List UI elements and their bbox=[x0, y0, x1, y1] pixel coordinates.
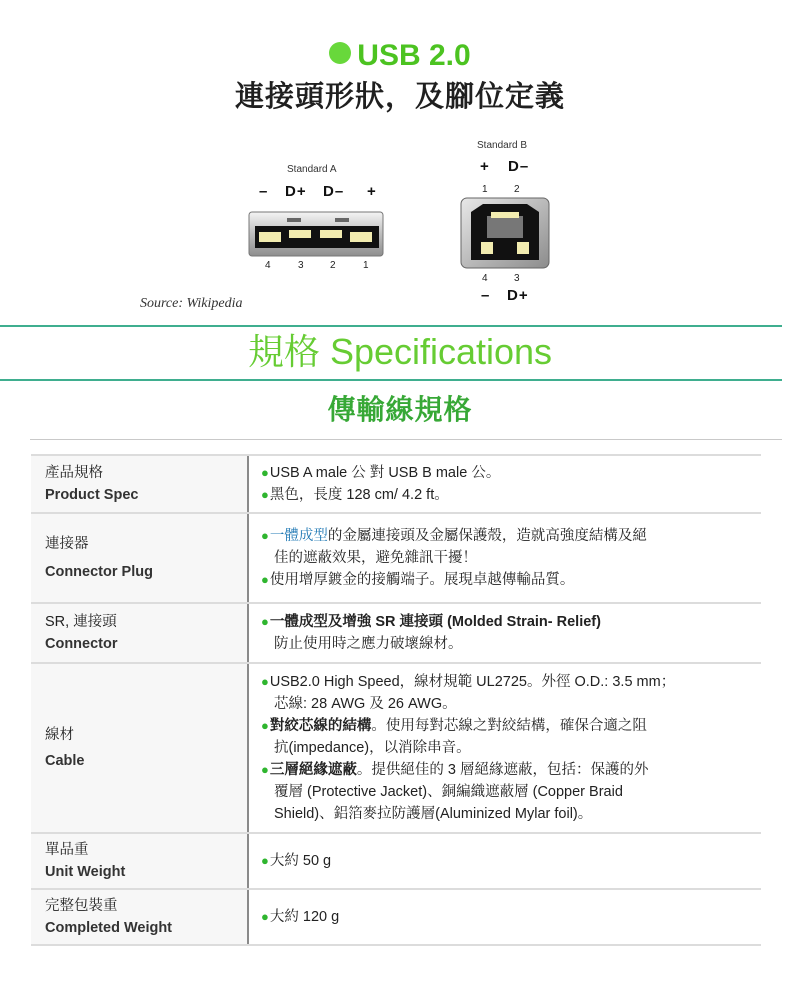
row-label bbox=[31, 603, 248, 663]
value-text: 黑色，長度 128 cm/ 4.2 ft。 bbox=[269, 487, 449, 503]
heading-divider bbox=[30, 439, 782, 440]
value-text-bold: 一體成型及增強 SR 連接頭 (Molded Strain- Relief) bbox=[269, 614, 601, 630]
value-line bbox=[261, 759, 751, 781]
usb-title bbox=[0, 38, 800, 74]
standard-a-pin-4-symbol: – bbox=[259, 183, 269, 200]
label-zh: 線材 bbox=[45, 727, 74, 743]
row-value bbox=[248, 833, 761, 889]
value-line bbox=[261, 525, 751, 547]
value-line-cont: 覆層 (Protective Jacket)、銅編織遮蔽層 (Copper Braid bbox=[274, 784, 623, 800]
standard-b-pin-number-3: 3 bbox=[514, 273, 520, 284]
specifications-heading: 規格 Specifications bbox=[247, 331, 553, 372]
standard-b-pin-4-symbol: – bbox=[481, 287, 491, 304]
table-row bbox=[31, 889, 761, 945]
value-line bbox=[261, 671, 751, 693]
value-text: 大約 50 g bbox=[269, 853, 332, 869]
value-line-cont: 抗(impedance)，以消除串音。 bbox=[274, 740, 471, 756]
row-value bbox=[248, 513, 761, 603]
standard-a-pin-number-4: 4 bbox=[265, 260, 271, 271]
connector-subtitle: 連接頭形狀，及腳位定義 bbox=[234, 81, 565, 113]
row-value bbox=[248, 603, 761, 663]
standard-a-pin-number-2: 2 bbox=[330, 260, 336, 271]
value-line bbox=[261, 715, 751, 737]
value-text-bold: 對絞芯線的結構 bbox=[269, 718, 372, 734]
bullet-icon: ● bbox=[261, 528, 269, 543]
value-text: 。使用每對芯線之對絞結構，確保合適之阻 bbox=[371, 718, 647, 734]
label-en: Connector Plug bbox=[45, 564, 153, 580]
bullet-icon: ● bbox=[261, 853, 269, 868]
standard-b-pin-1-symbol: + bbox=[480, 158, 490, 175]
value-line bbox=[261, 906, 751, 928]
standard-a-pin-2-symbol: D– bbox=[323, 183, 345, 200]
label-zh: SR, 連接頭 bbox=[45, 614, 117, 630]
value-line-cont: 芯線: 28 AWG 及 26 AWG。 bbox=[274, 696, 457, 712]
standard-b-pin-2-symbol: D– bbox=[508, 158, 530, 175]
section-rule-bottom bbox=[0, 379, 782, 381]
row-label bbox=[31, 663, 248, 833]
label-en: Unit Weight bbox=[45, 864, 126, 880]
standard-b-label: Standard B bbox=[477, 140, 528, 151]
highlight-text: 一體成型 bbox=[269, 528, 328, 544]
value-line bbox=[261, 484, 751, 506]
bullet-icon: ● bbox=[261, 909, 269, 924]
label-zh: 完整包裝重 bbox=[45, 898, 118, 914]
value-line bbox=[261, 611, 751, 633]
row-value bbox=[248, 663, 761, 833]
label-en: Completed Weight bbox=[45, 920, 173, 936]
label-en: Product Spec bbox=[45, 487, 139, 503]
standard-b-pin-number-4: 4 bbox=[482, 273, 488, 284]
row-label bbox=[31, 833, 248, 889]
value-line-cont: 防止使用時之應力破壞線材。 bbox=[274, 636, 463, 652]
spec-table bbox=[31, 454, 761, 946]
label-en: Connector bbox=[45, 636, 118, 652]
label-zh: 單品重 bbox=[45, 842, 89, 858]
value-text: USB2.0 High Speed，線材規範 UL2725。外徑 O.D.: 3.5 mm； bbox=[269, 674, 676, 690]
image-source-credit: Source: Wikipedia bbox=[140, 296, 243, 311]
value-text: USB A male 公 對 USB B male 公。 bbox=[269, 465, 501, 481]
bullet-icon: ● bbox=[261, 674, 269, 689]
standard-a-pin-number-3: 3 bbox=[298, 260, 304, 271]
table-row bbox=[31, 663, 761, 833]
value-text: 大約 120 g bbox=[269, 909, 340, 925]
bullet-icon: ● bbox=[261, 572, 269, 587]
table-row bbox=[31, 513, 761, 603]
value-line bbox=[261, 569, 751, 591]
value-line-cont: 佳的遮蔽效果，避免雜訊干擾！ bbox=[274, 550, 477, 566]
bullet-icon: ● bbox=[261, 718, 269, 733]
bullet-icon: ● bbox=[261, 614, 269, 629]
table-row bbox=[31, 603, 761, 663]
row-label bbox=[31, 455, 248, 513]
standard-a-label: Standard A bbox=[287, 164, 337, 175]
value-text: 的金屬連接頭及金屬保護殼，造就高強度結構及絕 bbox=[327, 528, 647, 544]
standard-a-pin-1-symbol: + bbox=[367, 183, 377, 200]
label-en: Cable bbox=[45, 753, 85, 769]
label-zh: 連接器 bbox=[45, 536, 89, 552]
usb-a-connector-icon bbox=[247, 210, 387, 260]
value-text: 使用增厚鍍金的接觸端子。展現卓越傳輸品質。 bbox=[269, 572, 575, 588]
cable-spec-heading: 傳輸線規格 bbox=[327, 394, 473, 425]
value-line bbox=[261, 462, 751, 484]
green-dot-icon bbox=[329, 42, 351, 64]
value-line bbox=[261, 850, 751, 872]
row-value bbox=[248, 455, 761, 513]
value-line-cont: Shield)、鋁箔麥拉防護層(Aluminized Mylar foil)。 bbox=[274, 806, 593, 822]
row-value bbox=[248, 889, 761, 945]
row-label bbox=[31, 889, 248, 945]
bullet-icon: ● bbox=[261, 465, 269, 480]
section-rule-top bbox=[0, 325, 782, 327]
bullet-icon: ● bbox=[261, 762, 269, 777]
label-zh: 產品規格 bbox=[45, 465, 103, 481]
usb-title-text: USB 2.0 bbox=[357, 39, 471, 72]
standard-b-pin-number-1: 1 bbox=[482, 184, 488, 195]
value-text-bold: 三層絕緣遮蔽 bbox=[269, 762, 357, 778]
bullet-icon: ● bbox=[261, 487, 269, 502]
value-text: 。提供絕佳的 3 層絕緣遮蔽，包括：保護的外 bbox=[356, 762, 649, 778]
table-row bbox=[31, 833, 761, 889]
standard-b-pin-number-2: 2 bbox=[514, 184, 520, 195]
standard-a-pin-number-1: 1 bbox=[363, 260, 369, 271]
row-label bbox=[31, 513, 248, 603]
standard-a-pin-3-symbol: D+ bbox=[285, 183, 307, 200]
table-row bbox=[31, 455, 761, 513]
standard-b-pin-3-symbol: D+ bbox=[507, 287, 529, 304]
usb-b-connector-icon bbox=[459, 196, 551, 270]
